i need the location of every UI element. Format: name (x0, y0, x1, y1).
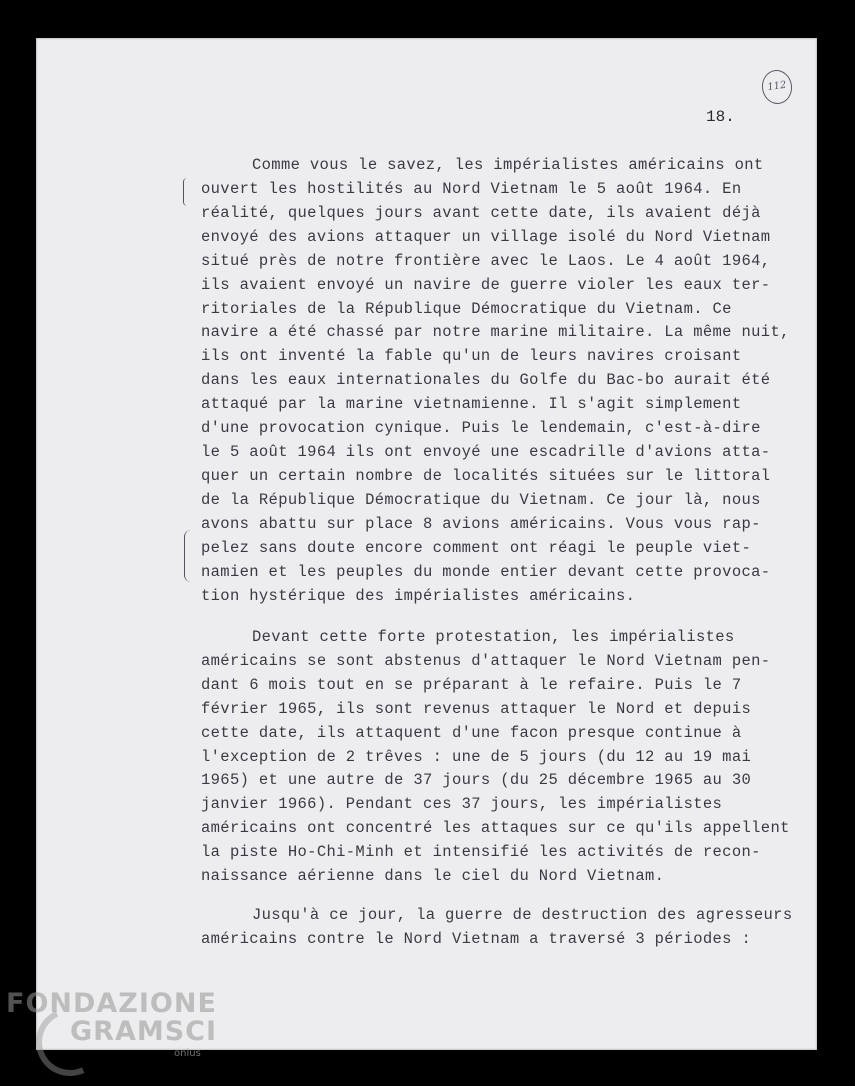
text-line: la piste Ho-Chi-Minh et intensifié les activités de recon- (201, 843, 761, 861)
text-line: ils avaient envoyé un navire de guerre violer les eaux ter- (201, 276, 771, 294)
text-line: Jusqu'à ce jour, la guerre de destruction des agresseurs (252, 906, 793, 924)
text-line: quer un certain nombre de localités situées sur le littoral (201, 467, 771, 485)
page-number: 18. (706, 108, 735, 126)
text-line: de la République Démocratique du Vietnam. Ce jour là, nous (201, 491, 761, 509)
text-line: ils ont inventé la fable qu'un de leurs navires croisant (201, 347, 742, 365)
text-line: attaqué par la marine vietnamienne. Il s'agit simplement (201, 395, 742, 413)
text-line: l'exception de 2 trêves : une de 5 jours (du 12 au 19 mai (201, 748, 752, 766)
text-line: pelez sans doute encore comment ont réagi le peuple viet- (201, 539, 752, 557)
margin-bracket-mark (183, 178, 188, 206)
text-line: janvier 1966). Pendant ces 37 jours, les impérialistes (201, 795, 723, 813)
margin-bracket-mark (184, 530, 191, 582)
text-line: le 5 août 1964 ils ont envoyé une escadrille d'avions atta- (201, 443, 771, 461)
text-line: dant 6 mois tout en se préparant à le refaire. Puis le 7 (201, 676, 742, 694)
text-line: Comme vous le savez, les impérialistes américains ont (252, 156, 764, 174)
text-line: ouvert les hostilités au Nord Vietnam le 5 août 1964. En (201, 180, 742, 198)
text-line: américains ont concentré les attaques sur ce qu'ils appellent (201, 819, 790, 837)
text-line: envoyé des avions attaquer un village isolé du Nord Vietnam (201, 228, 771, 246)
text-line: namien et les peuples du monde entier devant cette provoca- (201, 563, 771, 581)
text-line: américains se sont abstenus d'attaquer le Nord Vietnam pen- (201, 652, 771, 670)
watermark-line2: GRAMSCI (70, 1016, 218, 1047)
text-line: d'une provocation cynique. Puis le lendemain, c'est-à-dire (201, 419, 761, 437)
archive-stamp: 112 (760, 68, 794, 106)
text-line: américains contre le Nord Vietnam a traversé 3 périodes : (201, 930, 752, 948)
text-line: situé près de notre frontière avec le Laos. Le 4 août 1964, (201, 252, 771, 270)
watermark-line1: FONDAZIONE (6, 988, 217, 1019)
text-line: navire a été chassé par notre marine militaire. La même nuit, (201, 323, 790, 341)
text-line: février 1965, ils sont revenus attaquer le Nord et depuis (201, 700, 752, 718)
text-line: 1965) et une autre de 37 jours (du 25 décembre 1965 au 30 (201, 771, 752, 789)
watermark-suffix: onlus (174, 1048, 201, 1059)
text-line: ritoriales de la République Démocratique du Vietnam. Ce (201, 300, 732, 318)
text-line: dans les eaux internationales du Golfe du Bac-bo aurait été (201, 371, 771, 389)
text-line: avons abattu sur place 8 avions américains. Vous vous rap- (201, 515, 761, 533)
text-line: naissance aérienne dans le ciel du Nord Vietnam. (201, 867, 665, 885)
text-line: cette date, ils attaquent d'une facon presque continue à (201, 724, 742, 742)
text-line: Devant cette forte protestation, les impérialistes (252, 628, 735, 646)
text-line: tion hystérique des impérialistes américains. (201, 587, 636, 605)
text-line: réalité, quelques jours avant cette date, ils avaient déjà (201, 204, 761, 222)
